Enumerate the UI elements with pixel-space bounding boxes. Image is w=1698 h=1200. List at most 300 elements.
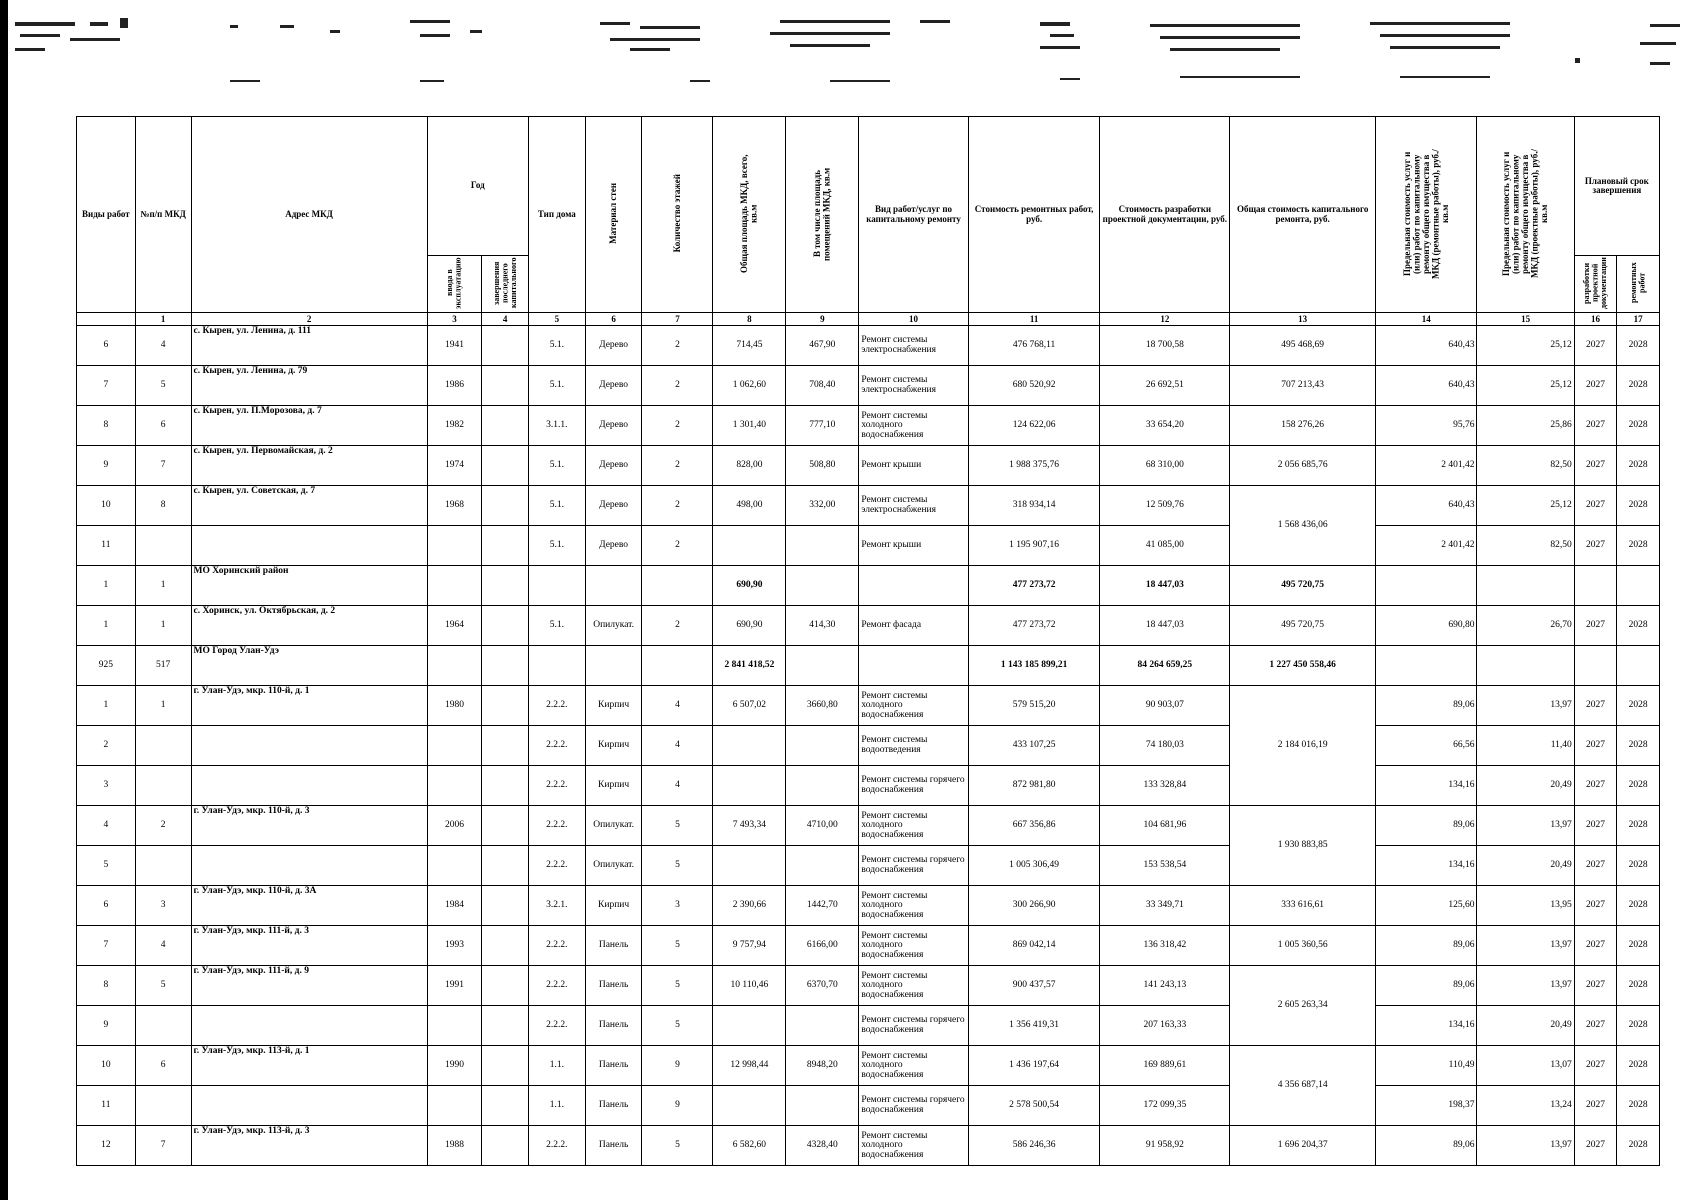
header-repair-cost: Стоимость ремонтных работ, руб. xyxy=(968,117,1100,313)
row-year-last-repair xyxy=(482,1126,529,1166)
row-deadline-repair: 2028 xyxy=(1617,926,1660,966)
row-year-last-repair xyxy=(482,566,529,606)
row-limit-repair: 89,06 xyxy=(1376,1126,1477,1166)
row-mkd-number: 4 xyxy=(135,926,191,966)
row-design-cost: 68 310,00 xyxy=(1100,446,1230,486)
row-total-area: 1 301,40 xyxy=(713,406,786,446)
row-limit-repair: 110,49 xyxy=(1376,1046,1477,1086)
row-work-kind: Ремонт системы холодного водоснабжения xyxy=(859,806,968,846)
row-total-area: 9 757,94 xyxy=(713,926,786,966)
row-design-cost: 33 654,20 xyxy=(1100,406,1230,446)
row-deadline-design: 2027 xyxy=(1574,486,1617,526)
row-address xyxy=(191,726,427,766)
column-number: 12 xyxy=(1100,313,1230,326)
row-total-cost: 1 005 360,56 xyxy=(1230,926,1376,966)
row-repair-cost: 667 356,86 xyxy=(968,806,1100,846)
row-house-type: 5.1. xyxy=(528,526,585,566)
row-limit-repair: 640,43 xyxy=(1376,366,1477,406)
row-work-kind: Ремонт системы горячего водоснабжения xyxy=(859,766,968,806)
column-number: 16 xyxy=(1574,313,1617,326)
row-total-area: 10 110,46 xyxy=(713,966,786,1006)
row-total-cost: 2 184 016,19 xyxy=(1230,686,1376,806)
row-work-number: 12 xyxy=(77,1126,136,1166)
row-deadline-design: 2027 xyxy=(1574,446,1617,486)
row-repair-cost: 1 436 197,64 xyxy=(968,1046,1100,1086)
row-deadline-design: 2027 xyxy=(1574,1046,1617,1086)
row-limit-repair: 2 401,42 xyxy=(1376,526,1477,566)
row-address: г. Улан-Удэ, мкр. 111-й, д. 3 xyxy=(191,926,427,966)
row-repair-cost: 1 988 375,76 xyxy=(968,446,1100,486)
row-repair-cost: 476 768,11 xyxy=(968,326,1100,366)
row-work-kind: Ремонт фасада xyxy=(859,606,968,646)
row-year-last-repair xyxy=(482,446,529,486)
row-year-commissioning: 1991 xyxy=(427,966,482,1006)
row-mkd-number: 8 xyxy=(135,486,191,526)
row-design-cost: 33 349,71 xyxy=(1100,886,1230,926)
row-premises-area: 4328,40 xyxy=(786,1126,859,1166)
row-address: г. Улан-Удэ, мкр. 113-й, д. 1 xyxy=(191,1046,427,1086)
row-limit-design: 82,50 xyxy=(1477,526,1574,566)
row-total-cost: 707 213,43 xyxy=(1230,366,1376,406)
row-deadline-repair: 2028 xyxy=(1617,326,1660,366)
row-wall-material: Дерево xyxy=(585,526,642,566)
row-limit-repair xyxy=(1376,566,1477,606)
row-total-area xyxy=(713,526,786,566)
row-limit-repair: 95,76 xyxy=(1376,406,1477,446)
row-wall-material: Панель xyxy=(585,1046,642,1086)
table-row xyxy=(77,566,1660,606)
row-premises-area xyxy=(786,646,859,686)
table-row xyxy=(77,686,1660,726)
row-year-last-repair xyxy=(482,846,529,886)
table-row xyxy=(77,766,1660,806)
row-wall-material: Опилукат. xyxy=(585,806,642,846)
table-row xyxy=(77,806,1660,846)
row-total-cost: 333 616,61 xyxy=(1230,886,1376,926)
row-wall-material: Дерево xyxy=(585,406,642,446)
row-work-kind: Ремонт системы холодного водоснабжения xyxy=(859,1046,968,1086)
row-deadline-design: 2027 xyxy=(1574,806,1617,846)
row-house-type: 2.2.2. xyxy=(528,726,585,766)
row-design-cost: 41 085,00 xyxy=(1100,526,1230,566)
table-row xyxy=(77,1046,1660,1086)
row-wall-material: Опилукат. xyxy=(585,846,642,886)
row-premises-area xyxy=(786,566,859,606)
row-year-last-repair xyxy=(482,646,529,686)
row-floor-count: 2 xyxy=(642,366,713,406)
row-total-area: 690,90 xyxy=(713,566,786,606)
row-work-kind: Ремонт системы холодного водоснабжения xyxy=(859,886,968,926)
row-deadline-repair: 2028 xyxy=(1617,1046,1660,1086)
row-repair-cost: 1 143 185 899,21 xyxy=(968,646,1100,686)
row-house-type: 2.2.2. xyxy=(528,1126,585,1166)
row-deadline-design xyxy=(1574,646,1617,686)
row-mkd-number xyxy=(135,526,191,566)
row-address: с. Кырен, ул. Первомайская, д. 2 xyxy=(191,446,427,486)
illegible-header-scan xyxy=(0,0,1698,100)
row-deadline-repair: 2028 xyxy=(1617,966,1660,1006)
column-number: 1 xyxy=(135,313,191,326)
header-floor-count: Количество этажей xyxy=(642,117,713,313)
row-design-cost: 169 889,61 xyxy=(1100,1046,1230,1086)
table-row xyxy=(77,606,1660,646)
row-limit-repair: 640,43 xyxy=(1376,326,1477,366)
row-wall-material: Дерево xyxy=(585,326,642,366)
row-floor-count xyxy=(642,646,713,686)
row-work-kind: Ремонт системы холодного водоснабжения xyxy=(859,926,968,966)
row-limit-repair: 89,06 xyxy=(1376,966,1477,1006)
row-mkd-number: 4 xyxy=(135,326,191,366)
row-work-kind: Ремонт крыши xyxy=(859,526,968,566)
row-year-last-repair xyxy=(482,526,529,566)
table-row xyxy=(77,366,1660,406)
row-house-type: 2.2.2. xyxy=(528,1006,585,1046)
row-work-number: 6 xyxy=(77,326,136,366)
row-address: г. Улан-Удэ, мкр. 113-й, д. 3 xyxy=(191,1126,427,1166)
row-deadline-repair xyxy=(1617,566,1660,606)
row-limit-repair: 134,16 xyxy=(1376,846,1477,886)
row-design-cost: 91 958,92 xyxy=(1100,1126,1230,1166)
row-deadline-design: 2027 xyxy=(1574,966,1617,1006)
row-total-area xyxy=(713,1086,786,1126)
row-wall-material: Панель xyxy=(585,1126,642,1166)
row-total-area: 6 582,60 xyxy=(713,1126,786,1166)
row-work-number: 10 xyxy=(77,1046,136,1086)
column-number: 5 xyxy=(528,313,585,326)
row-mkd-number: 5 xyxy=(135,366,191,406)
row-house-type: 5.1. xyxy=(528,446,585,486)
row-deadline-repair: 2028 xyxy=(1617,526,1660,566)
row-work-kind: Ремонт системы холодного водоснабжения xyxy=(859,966,968,1006)
row-limit-design: 82,50 xyxy=(1477,446,1574,486)
row-wall-material xyxy=(585,566,642,606)
row-limit-repair: 198,37 xyxy=(1376,1086,1477,1126)
row-deadline-repair: 2028 xyxy=(1617,1006,1660,1046)
row-floor-count: 9 xyxy=(642,1046,713,1086)
table-row xyxy=(77,486,1660,526)
row-mkd-number xyxy=(135,846,191,886)
row-limit-design: 11,40 xyxy=(1477,726,1574,766)
row-limit-design: 13,97 xyxy=(1477,806,1574,846)
column-number: 10 xyxy=(859,313,968,326)
scan-edge-shadow xyxy=(0,0,8,1200)
row-wall-material: Кирпич xyxy=(585,886,642,926)
column-number: 15 xyxy=(1477,313,1574,326)
row-limit-design: 20,49 xyxy=(1477,766,1574,806)
row-work-kind: Ремонт системы электроснабжения xyxy=(859,326,968,366)
row-year-commissioning xyxy=(427,566,482,606)
row-limit-repair: 89,06 xyxy=(1376,926,1477,966)
row-repair-cost: 124 622,06 xyxy=(968,406,1100,446)
row-limit-repair: 66,56 xyxy=(1376,726,1477,766)
row-deadline-repair: 2028 xyxy=(1617,1126,1660,1166)
row-limit-design: 13,24 xyxy=(1477,1086,1574,1126)
row-work-number: 3 xyxy=(77,766,136,806)
row-total-cost: 1 696 204,37 xyxy=(1230,1126,1376,1166)
row-deadline-repair: 2028 xyxy=(1617,726,1660,766)
row-house-type: 2.2.2. xyxy=(528,766,585,806)
row-limit-design: 13,07 xyxy=(1477,1046,1574,1086)
header-house-type: Тип дома xyxy=(528,117,585,313)
row-limit-repair: 125,60 xyxy=(1376,886,1477,926)
row-deadline-repair: 2028 xyxy=(1617,886,1660,926)
table-row xyxy=(77,1086,1660,1126)
row-wall-material xyxy=(585,646,642,686)
row-repair-cost: 680 520,92 xyxy=(968,366,1100,406)
row-wall-material: Дерево xyxy=(585,486,642,526)
row-year-commissioning: 1980 xyxy=(427,686,482,726)
header-limit-design: Предельная стоимость услуг и (или) работ по капитальному ремонту общего имущества в МКД (проектные работы), руб./кв.м xyxy=(1477,117,1574,313)
row-total-cost: 2 605 263,34 xyxy=(1230,966,1376,1046)
column-number: 4 xyxy=(482,313,529,326)
row-total-area xyxy=(713,846,786,886)
row-total-area: 714,45 xyxy=(713,326,786,366)
row-premises-area: 6370,70 xyxy=(786,966,859,1006)
row-repair-cost: 477 273,72 xyxy=(968,606,1100,646)
row-mkd-number xyxy=(135,1086,191,1126)
header-work-kind: Вид работ/услуг по капитальному ремонту xyxy=(859,117,968,313)
row-deadline-repair: 2028 xyxy=(1617,406,1660,446)
row-total-cost: 495 720,75 xyxy=(1230,606,1376,646)
row-repair-cost: 477 273,72 xyxy=(968,566,1100,606)
row-address: МО Город Улан-Удэ xyxy=(191,646,427,686)
row-mkd-number: 517 xyxy=(135,646,191,686)
row-total-cost: 495 720,75 xyxy=(1230,566,1376,606)
row-address xyxy=(191,1086,427,1126)
row-work-kind: Ремонт системы электроснабжения xyxy=(859,486,968,526)
row-year-last-repair xyxy=(482,1086,529,1126)
header-address: Адрес МКД xyxy=(191,117,427,313)
row-total-area: 2 390,66 xyxy=(713,886,786,926)
table-row xyxy=(77,646,1660,686)
table-row xyxy=(77,406,1660,446)
row-premises-area xyxy=(786,766,859,806)
row-design-cost: 90 903,07 xyxy=(1100,686,1230,726)
row-floor-count: 5 xyxy=(642,806,713,846)
row-work-number: 1 xyxy=(77,686,136,726)
row-wall-material: Кирпич xyxy=(585,726,642,766)
row-design-cost: 141 243,13 xyxy=(1100,966,1230,1006)
row-floor-count: 2 xyxy=(642,406,713,446)
row-work-number: 11 xyxy=(77,526,136,566)
row-design-cost: 84 264 659,25 xyxy=(1100,646,1230,686)
row-repair-cost: 1 356 419,31 xyxy=(968,1006,1100,1046)
row-floor-count: 5 xyxy=(642,846,713,886)
row-year-last-repair xyxy=(482,326,529,366)
row-total-area: 2 841 418,52 xyxy=(713,646,786,686)
row-premises-area: 708,40 xyxy=(786,366,859,406)
row-work-number: 10 xyxy=(77,486,136,526)
row-house-type: 2.2.2. xyxy=(528,926,585,966)
row-premises-area xyxy=(786,1086,859,1126)
row-work-number: 11 xyxy=(77,1086,136,1126)
row-repair-cost: 300 266,90 xyxy=(968,886,1100,926)
row-design-cost: 18 447,03 xyxy=(1100,566,1230,606)
row-address xyxy=(191,846,427,886)
row-limit-repair: 690,80 xyxy=(1376,606,1477,646)
row-repair-cost: 869 042,14 xyxy=(968,926,1100,966)
row-deadline-repair xyxy=(1617,646,1660,686)
row-total-area: 828,00 xyxy=(713,446,786,486)
column-number: 7 xyxy=(642,313,713,326)
row-year-last-repair xyxy=(482,686,529,726)
header-year-last-repair: завершения последнего капитального xyxy=(482,256,529,313)
row-work-number: 6 xyxy=(77,886,136,926)
row-mkd-number xyxy=(135,766,191,806)
column-number: 8 xyxy=(713,313,786,326)
row-limit-design: 26,70 xyxy=(1477,606,1574,646)
row-limit-design: 20,49 xyxy=(1477,846,1574,886)
row-limit-design: 13,97 xyxy=(1477,686,1574,726)
row-year-last-repair xyxy=(482,406,529,446)
row-house-type xyxy=(528,566,585,606)
row-house-type: 1.1. xyxy=(528,1046,585,1086)
row-premises-area: 508,80 xyxy=(786,446,859,486)
row-limit-repair: 134,16 xyxy=(1376,766,1477,806)
row-repair-cost: 1 005 306,49 xyxy=(968,846,1100,886)
row-work-kind xyxy=(859,566,968,606)
column-number: 13 xyxy=(1230,313,1376,326)
row-limit-design: 20,49 xyxy=(1477,1006,1574,1046)
table-row xyxy=(77,1006,1660,1046)
row-total-cost: 4 356 687,14 xyxy=(1230,1046,1376,1126)
row-limit-repair: 89,06 xyxy=(1376,686,1477,726)
header-total-area: Общая площадь МКД, всего, кв.м xyxy=(713,117,786,313)
row-repair-cost: 579 515,20 xyxy=(968,686,1100,726)
header-design-cost: Стоимость разработки проектной документации, руб. xyxy=(1100,117,1230,313)
row-deadline-repair: 2028 xyxy=(1617,366,1660,406)
row-premises-area: 467,90 xyxy=(786,326,859,366)
row-limit-repair: 89,06 xyxy=(1376,806,1477,846)
row-address: г. Улан-Удэ, мкр. 111-й, д. 9 xyxy=(191,966,427,1006)
column-number: 2 xyxy=(191,313,427,326)
row-year-last-repair xyxy=(482,886,529,926)
row-deadline-design: 2027 xyxy=(1574,926,1617,966)
row-deadline-design: 2027 xyxy=(1574,526,1617,566)
table-row xyxy=(77,886,1660,926)
row-wall-material: Дерево xyxy=(585,446,642,486)
row-design-cost: 26 692,51 xyxy=(1100,366,1230,406)
row-house-type: 5.1. xyxy=(528,326,585,366)
row-floor-count: 5 xyxy=(642,926,713,966)
row-total-area xyxy=(713,726,786,766)
row-mkd-number xyxy=(135,726,191,766)
column-number xyxy=(77,313,136,326)
table-row xyxy=(77,926,1660,966)
row-limit-design: 25,12 xyxy=(1477,326,1574,366)
row-total-cost: 1 568 436,06 xyxy=(1230,486,1376,566)
row-deadline-design: 2027 xyxy=(1574,726,1617,766)
row-work-number: 8 xyxy=(77,406,136,446)
row-house-type: 5.1. xyxy=(528,606,585,646)
row-floor-count xyxy=(642,566,713,606)
row-floor-count: 2 xyxy=(642,486,713,526)
row-deadline-design: 2027 xyxy=(1574,406,1617,446)
row-floor-count: 5 xyxy=(642,1126,713,1166)
row-limit-design: 25,12 xyxy=(1477,366,1574,406)
row-repair-cost: 900 437,57 xyxy=(968,966,1100,1006)
row-year-commissioning xyxy=(427,726,482,766)
row-year-last-repair xyxy=(482,606,529,646)
row-house-type: 3.1.1. xyxy=(528,406,585,446)
row-address: с. Кырен, ул. П.Морозова, д. 7 xyxy=(191,406,427,446)
column-number: 17 xyxy=(1617,313,1660,326)
row-limit-repair: 640,43 xyxy=(1376,486,1477,526)
row-wall-material: Панель xyxy=(585,966,642,1006)
row-address: г. Улан-Удэ, мкр. 110-й, д. 3 xyxy=(191,806,427,846)
row-premises-area: 8948,20 xyxy=(786,1046,859,1086)
row-wall-material: Кирпич xyxy=(585,766,642,806)
row-mkd-number: 3 xyxy=(135,886,191,926)
row-design-cost: 74 180,03 xyxy=(1100,726,1230,766)
row-year-commissioning: 1941 xyxy=(427,326,482,366)
column-number: 3 xyxy=(427,313,482,326)
row-house-type: 3.2.1. xyxy=(528,886,585,926)
row-design-cost: 136 318,42 xyxy=(1100,926,1230,966)
row-total-cost: 1 227 450 558,46 xyxy=(1230,646,1376,686)
row-year-last-repair xyxy=(482,726,529,766)
row-repair-cost: 433 107,25 xyxy=(968,726,1100,766)
row-work-number: 925 xyxy=(77,646,136,686)
row-deadline-design: 2027 xyxy=(1574,1126,1617,1166)
row-deadline-design: 2027 xyxy=(1574,686,1617,726)
row-work-number: 2 xyxy=(77,726,136,766)
row-address: с. Кырен, ул. Ленина, д. 79 xyxy=(191,366,427,406)
row-deadline-repair: 2028 xyxy=(1617,846,1660,886)
row-address xyxy=(191,526,427,566)
row-work-kind xyxy=(859,646,968,686)
header-work-types: Виды работ xyxy=(77,117,136,313)
row-year-commissioning: 1988 xyxy=(427,1126,482,1166)
row-mkd-number: 2 xyxy=(135,806,191,846)
row-premises-area: 414,30 xyxy=(786,606,859,646)
row-total-cost: 2 056 685,76 xyxy=(1230,446,1376,486)
row-work-kind: Ремонт системы холодного водоснабжения xyxy=(859,406,968,446)
row-house-type: 1.1. xyxy=(528,1086,585,1126)
row-floor-count: 9 xyxy=(642,1086,713,1126)
row-floor-count: 2 xyxy=(642,526,713,566)
table-row xyxy=(77,846,1660,886)
row-total-area xyxy=(713,766,786,806)
row-deadline-design: 2027 xyxy=(1574,886,1617,926)
row-year-commissioning xyxy=(427,646,482,686)
row-wall-material: Панель xyxy=(585,926,642,966)
row-deadline-design: 2027 xyxy=(1574,366,1617,406)
row-design-cost: 133 328,84 xyxy=(1100,766,1230,806)
column-number: 11 xyxy=(968,313,1100,326)
row-design-cost: 18 447,03 xyxy=(1100,606,1230,646)
row-limit-design: 13,97 xyxy=(1477,966,1574,1006)
row-floor-count: 5 xyxy=(642,1006,713,1046)
row-design-cost: 207 163,33 xyxy=(1100,1006,1230,1046)
row-house-type: 2.2.2. xyxy=(528,806,585,846)
row-repair-cost: 318 934,14 xyxy=(968,486,1100,526)
row-year-commissioning: 1984 xyxy=(427,886,482,926)
header-planned-deadline: Плановый срок завершения xyxy=(1574,117,1659,256)
row-mkd-number: 6 xyxy=(135,1046,191,1086)
row-work-number: 4 xyxy=(77,806,136,846)
row-deadline-repair: 2028 xyxy=(1617,806,1660,846)
row-wall-material: Дерево xyxy=(585,366,642,406)
row-premises-area: 777,10 xyxy=(786,406,859,446)
header-premises-area: В том числе площадь помещений МКД, кв.м xyxy=(786,117,859,313)
row-year-last-repair xyxy=(482,366,529,406)
row-total-cost: 495 468,69 xyxy=(1230,326,1376,366)
row-work-number: 9 xyxy=(77,446,136,486)
row-total-cost: 158 276,26 xyxy=(1230,406,1376,446)
row-design-cost: 12 509,76 xyxy=(1100,486,1230,526)
capital-repair-table xyxy=(76,116,1660,1166)
